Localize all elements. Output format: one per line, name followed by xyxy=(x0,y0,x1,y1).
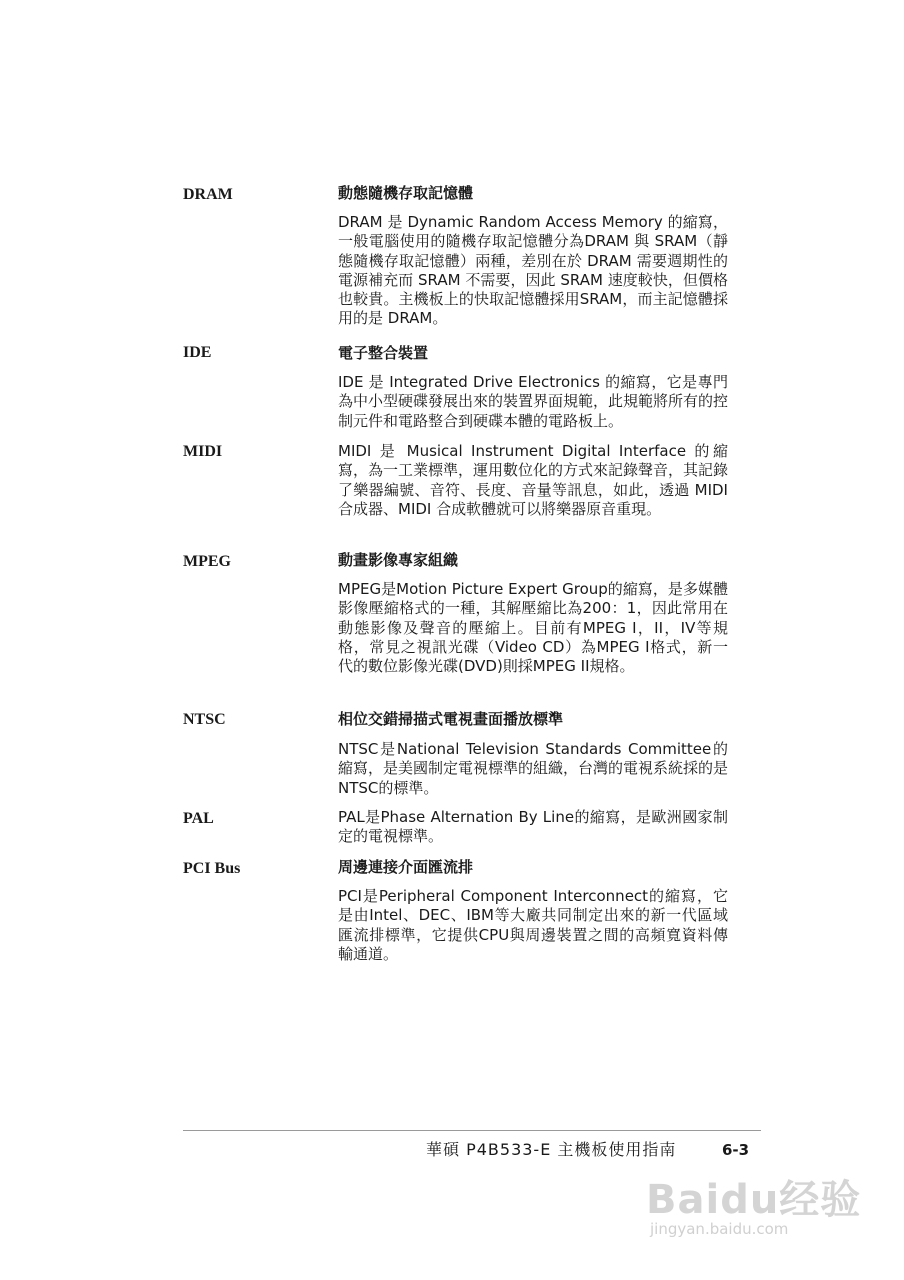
watermark-logo xyxy=(646,1168,861,1225)
body-midi: MIDI 是 Musical Instrument Digital Interface 的縮寫，為一工業標準，運用數位化的方式來記錄聲音，其記錄了樂器編號、音符、長度、音量等訊息，如此，透過 MIDI 合成器、MIDI 合成軟體就可以將樂器原音重現。 xyxy=(338,442,729,518)
term-dram: DRAM xyxy=(183,186,233,203)
footer-title: 華碩 P4B533-E 主機板使用指南 xyxy=(426,1140,677,1159)
heading-dram: 動態隨機存取記憶體 xyxy=(338,184,474,202)
term-ntsc: NTSC xyxy=(183,711,226,728)
term-pal: PAL xyxy=(183,810,214,827)
body-dram: DRAM 是 Dynamic Random Access Memory 的縮寫，一般電腦使用的隨機存取記憶體分為DRAM 與 SRAM（靜態隨機存取記憶體）兩種，差別在於 DRAM 需要週期性的電源補充而 SRAM 不需要，因此 SRAM 速度較快，但價格也較貴。主機板上的快取記憶體採用SRAM，而主記憶體採用的是 DRAM。 xyxy=(338,213,728,328)
term-midi: MIDI xyxy=(183,443,223,460)
term-pci-bus: PCI Bus xyxy=(183,860,241,877)
heading-ide: 電子整合裝置 xyxy=(338,344,429,362)
heading-ntsc: 相位交錯掃描式電視畫面播放標準 xyxy=(338,710,564,728)
watermark-logo-text: Baidu经验 xyxy=(646,1177,862,1223)
body-pci-bus: PCI是Peripheral Component Interconnect的縮寫，它是由Intel、DEC、IBM等大廠共同制定出來的新一代區域匯流排標準，它提供CPU與周邊裝置之間的高頻寬資料傳輸通道。 xyxy=(338,887,728,963)
body-mpeg: MPEG是Motion Picture Expert Group的縮寫，是多媒體影像壓縮格式的一種，其解壓縮比為200：1，因此常用在動態影像及聲音的壓縮上。目前有MPEG I，II，IV等規格，常見之視訊光碟（Video CD）為MPEG I格式，新一代的數位影像光碟(DVD)則採MPEG II規格。 xyxy=(338,580,728,676)
page-number: 6-3 xyxy=(722,1141,750,1159)
term-mpeg: MPEG xyxy=(183,553,231,570)
body-ide: IDE 是 Integrated Drive Electronics 的縮寫，它是專門為中小型硬碟發展出來的裝置界面規範，此規範將所有的控制元件和電路整合到硬碟本體的電路板上。 xyxy=(338,373,729,430)
term-ide: IDE xyxy=(183,344,212,361)
heading-mpeg: 動畫影像專家組織 xyxy=(338,551,459,569)
footer-rule xyxy=(183,1130,761,1131)
heading-pci-bus: 周邊連接介面匯流排 xyxy=(338,858,474,876)
body-ntsc: NTSC是National Television Standards Committee的縮寫，是美國制定電視標準的組織，台灣的電視系統採的是NTSC的標準。 xyxy=(338,740,729,797)
watermark-url: jingyan.baidu.com xyxy=(650,1220,789,1238)
body-pal: PAL是Phase Alternation By Line的縮寫，是歐洲國家制定的電視標準。 xyxy=(338,808,728,846)
